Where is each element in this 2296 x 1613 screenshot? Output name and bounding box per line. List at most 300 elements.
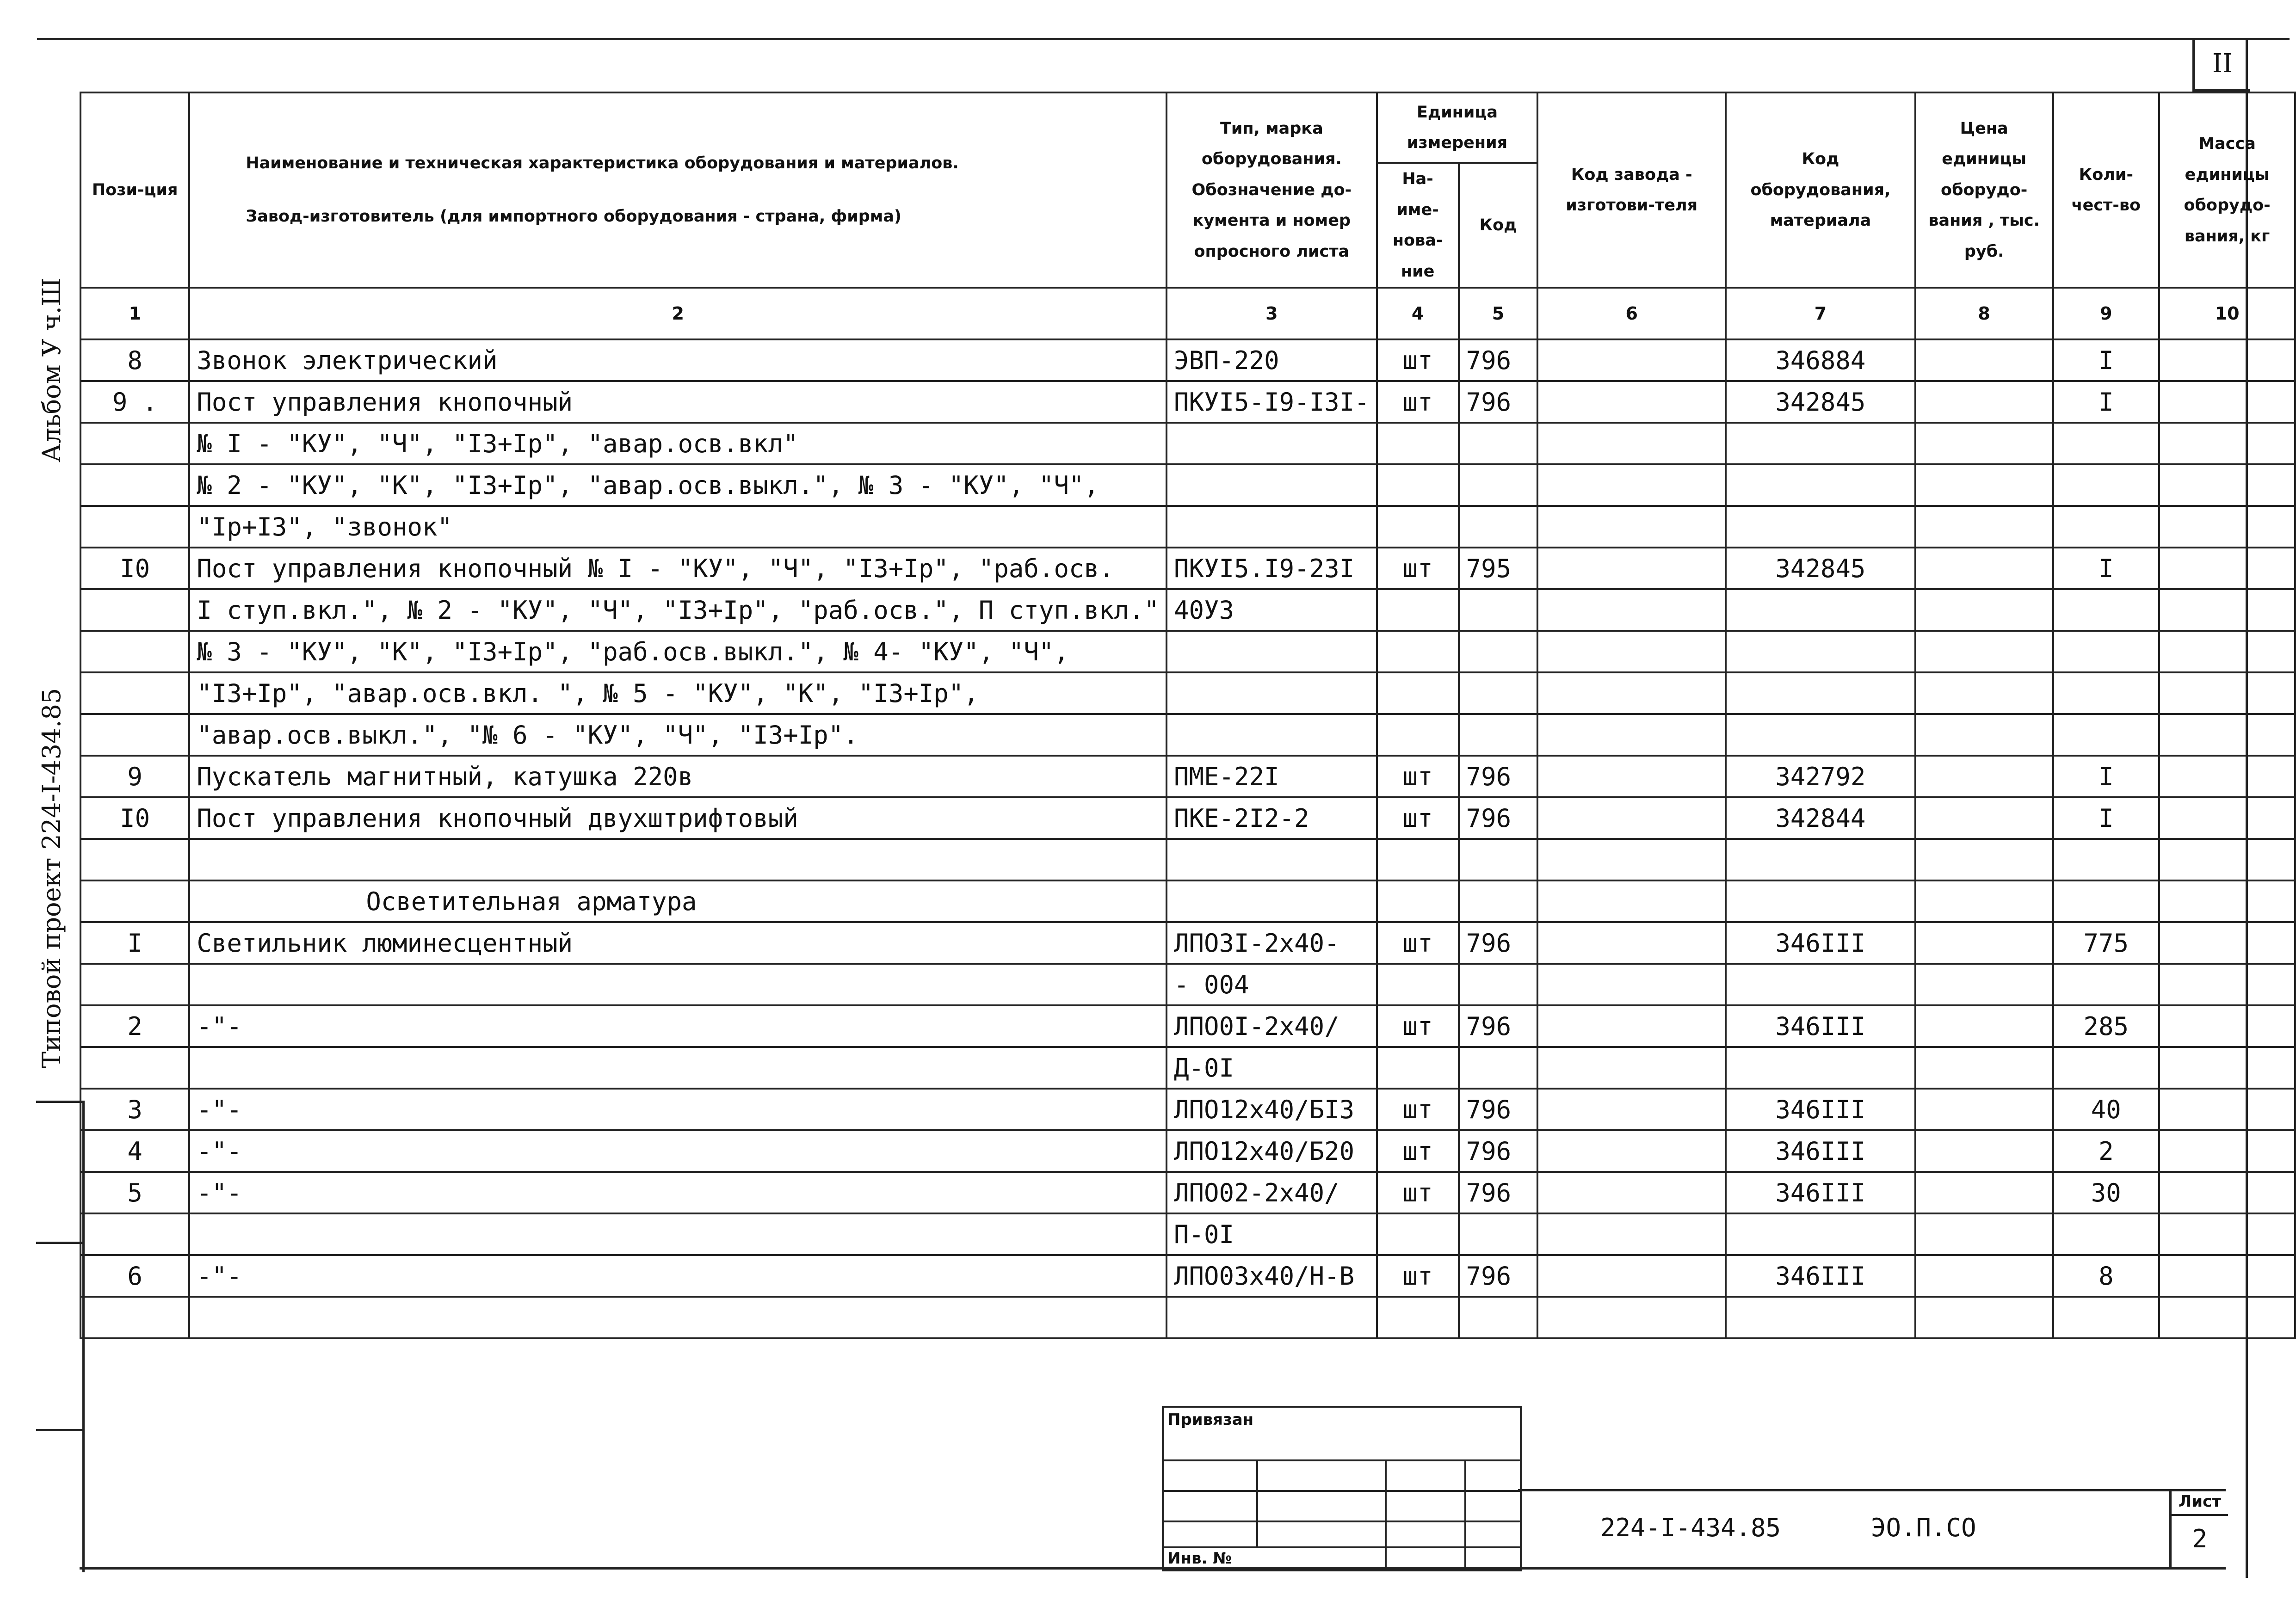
unit-code-cell: 796 — [1459, 1130, 1538, 1172]
page-corner-number: II — [2192, 38, 2250, 92]
price-cell — [1915, 1213, 2053, 1255]
header-factory-code: Код завода - изготови-теля — [1537, 92, 1726, 288]
unit-cell: шт — [1377, 339, 1459, 381]
unit-cell — [1377, 631, 1459, 672]
factory-code-cell — [1537, 1047, 1726, 1089]
unit-code-cell: 796 — [1459, 1005, 1538, 1047]
type-cell — [1167, 506, 1377, 548]
position-cell: I — [80, 922, 189, 964]
position-cell: 2 — [80, 1005, 189, 1047]
price-cell — [1915, 922, 2053, 964]
title-block-line — [1518, 1489, 2226, 1491]
factory-code-cell — [1537, 1297, 1726, 1338]
col-number: 4 — [1377, 288, 1459, 339]
price-cell — [1915, 381, 2053, 423]
name-cell: Пост управления кнопочный двухштрифтовый — [189, 797, 1167, 839]
price-cell — [1915, 1297, 2053, 1338]
factory-code-cell — [1537, 839, 1726, 880]
position-cell — [80, 631, 189, 672]
factory-code-cell — [1537, 1172, 1726, 1213]
price-cell — [1915, 880, 2053, 922]
type-cell — [1167, 672, 1377, 714]
unit-cell: шт — [1377, 548, 1459, 589]
table-row — [80, 339, 2295, 381]
equipment-code-cell — [1726, 880, 1915, 922]
unit-cell — [1377, 714, 1459, 756]
name-cell: "авар.осв.выкл.", "№ 6 - "КУ", "Ч", "I3+Iр". — [189, 714, 1167, 756]
factory-code-cell — [1537, 464, 1726, 506]
unit-code-cell: 796 — [1459, 797, 1538, 839]
equipment-code-cell — [1726, 631, 1915, 672]
type-cell — [1167, 714, 1377, 756]
table-row — [80, 381, 2295, 423]
type-cell: ЛПО02-2х40/ — [1167, 1172, 1377, 1213]
unit-code-cell — [1459, 964, 1538, 1005]
mass-cell — [2159, 423, 2295, 464]
position-cell: I0 — [80, 797, 189, 839]
factory-code-cell — [1537, 1213, 1726, 1255]
unit-cell — [1377, 589, 1459, 631]
price-cell — [1915, 714, 2053, 756]
unit-cell — [1377, 839, 1459, 880]
mass-cell — [2159, 797, 2295, 839]
stamp-line — [1164, 1459, 1520, 1461]
unit-code-cell — [1459, 1213, 1538, 1255]
mass-cell — [2159, 548, 2295, 589]
price-cell — [1915, 672, 2053, 714]
equipment-code-cell — [1726, 506, 1915, 548]
position-cell: 9 — [80, 756, 189, 797]
unit-cell: шт — [1377, 756, 1459, 797]
col-number: 2 — [189, 288, 1167, 339]
unit-code-cell — [1459, 506, 1538, 548]
name-cell — [189, 1047, 1167, 1089]
mass-cell — [2159, 631, 2295, 672]
table-row — [80, 548, 2295, 589]
factory-code-cell — [1537, 423, 1726, 464]
mass-cell — [2159, 506, 2295, 548]
header-name — [189, 92, 1167, 288]
quantity-cell: 285 — [2053, 1005, 2160, 1047]
quantity-cell — [2053, 1213, 2160, 1255]
position-cell — [80, 714, 189, 756]
factory-code-cell — [1537, 797, 1726, 839]
factory-code-cell — [1537, 964, 1726, 1005]
col-number: 3 — [1167, 288, 1377, 339]
sheet-box — [2169, 1489, 2228, 1567]
doc-code: 224-I-434.85 — [1600, 1513, 1781, 1542]
factory-code-cell — [1537, 756, 1726, 797]
type-cell: ЛПО12х40/Б20 — [1167, 1130, 1377, 1172]
unit-code-cell — [1459, 880, 1538, 922]
mass-cell — [2159, 922, 2295, 964]
price-cell — [1915, 1047, 2053, 1089]
equipment-code-cell: 346III — [1726, 1005, 1915, 1047]
equipment-code-cell: 342845 — [1726, 381, 1915, 423]
table-row — [80, 1089, 2295, 1130]
mass-cell — [2159, 756, 2295, 797]
table-row — [80, 589, 2295, 631]
header-name-line1: Наименование и техническая характеристика оборудования и материалов. — [246, 154, 959, 172]
col-number: 8 — [1915, 288, 2053, 339]
mass-cell — [2159, 339, 2295, 381]
section-row — [80, 880, 2295, 922]
factory-code-cell — [1537, 714, 1726, 756]
stamp-line — [1385, 1459, 1387, 1570]
price-cell — [1915, 339, 2053, 381]
equipment-code-cell — [1726, 714, 1915, 756]
price-cell — [1915, 589, 2053, 631]
price-cell — [1915, 1172, 2053, 1213]
table-row — [80, 672, 2295, 714]
unit-code-cell — [1459, 423, 1538, 464]
table-row — [80, 1047, 2295, 1089]
mass-cell — [2159, 589, 2295, 631]
quantity-cell: I — [2053, 381, 2160, 423]
factory-code-cell — [1537, 922, 1726, 964]
unit-cell: шт — [1377, 1130, 1459, 1172]
type-cell: ЛПО03х40/Н-В — [1167, 1255, 1377, 1297]
top-border-line — [37, 38, 2290, 40]
name-cell: № 3 - "КУ", "К", "I3+Iр", "раб.осв.выкл.", № 4- "КУ", "Ч", — [189, 631, 1167, 672]
table-row — [80, 464, 2295, 506]
sheet-label: Лист — [2172, 1489, 2228, 1516]
unit-cell — [1377, 1297, 1459, 1338]
unit-cell — [1377, 1047, 1459, 1089]
mass-cell — [2159, 964, 2295, 1005]
quantity-cell — [2053, 880, 2160, 922]
header-equipment-code: Код оборудования, материала — [1726, 92, 1915, 288]
quantity-cell: 40 — [2053, 1089, 2160, 1130]
quantity-cell: I — [2053, 339, 2160, 381]
equipment-code-cell: 346III — [1726, 1130, 1915, 1172]
table-row — [80, 1255, 2295, 1297]
name-cell — [189, 839, 1167, 880]
bottom-border-line — [80, 1567, 2226, 1570]
quantity-cell — [2053, 1047, 2160, 1089]
section-title: Осветительная арматура — [189, 880, 1167, 922]
unit-code-cell — [1459, 1047, 1538, 1089]
factory-code-cell — [1537, 1130, 1726, 1172]
quantity-cell — [2053, 1297, 2160, 1338]
header-position: Пози-ция — [80, 92, 189, 288]
equipment-code-cell: 342792 — [1726, 756, 1915, 797]
name-cell: -"- — [189, 1172, 1167, 1213]
quantity-cell — [2053, 506, 2160, 548]
equipment-code-cell: 346III — [1726, 922, 1915, 964]
position-cell: 5 — [80, 1172, 189, 1213]
price-cell — [1915, 631, 2053, 672]
header-name-line2: Завод-изготовитель (для импортного оборудования - страна, фирма) — [246, 207, 902, 226]
col-number: 7 — [1726, 288, 1915, 339]
table-row — [80, 756, 2295, 797]
type-cell: ЛПО0I-2х40/ — [1167, 1005, 1377, 1047]
unit-cell: шт — [1377, 797, 1459, 839]
factory-code-cell — [1537, 1005, 1726, 1047]
table-row — [80, 1213, 2295, 1255]
stamp-line — [1256, 1459, 1258, 1546]
unit-cell: шт — [1377, 922, 1459, 964]
table-row — [80, 631, 2295, 672]
header-quantity: Коли-чест-во — [2053, 92, 2160, 288]
unit-cell: шт — [1377, 1089, 1459, 1130]
type-cell: ПКЕ-2I2-2 — [1167, 797, 1377, 839]
name-cell: № I - "КУ", "Ч", "I3+Iр", "авар.осв.вкл" — [189, 423, 1167, 464]
table-row — [80, 1130, 2295, 1172]
name-cell: Звонок электрический — [189, 339, 1167, 381]
price-cell — [1915, 548, 2053, 589]
mass-cell — [2159, 839, 2295, 880]
stamp-cell — [36, 1242, 82, 1429]
type-cell: ПКУI5.I9-23I — [1167, 548, 1377, 589]
type-cell — [1167, 631, 1377, 672]
col-number: 9 — [2053, 288, 2160, 339]
mass-cell — [2159, 672, 2295, 714]
table-row — [80, 839, 2295, 880]
table-row — [80, 1297, 2295, 1338]
column-number-row — [80, 288, 2295, 339]
unit-code-cell: 796 — [1459, 756, 1538, 797]
unit-cell: шт — [1377, 1255, 1459, 1297]
stamp-cell — [36, 1429, 82, 1575]
mass-cell — [2159, 1255, 2295, 1297]
table-body — [80, 339, 2295, 1338]
factory-code-cell — [1537, 631, 1726, 672]
type-cell — [1167, 464, 1377, 506]
position-cell: 9 . — [80, 381, 189, 423]
quantity-cell: 775 — [2053, 922, 2160, 964]
unit-code-cell — [1459, 464, 1538, 506]
name-cell: "I3+Iр", "авар.осв.вкл. ", № 5 - "КУ", "К", "I3+Iр", — [189, 672, 1167, 714]
sheet-number: 2 — [2192, 1524, 2208, 1553]
unit-code-cell — [1459, 631, 1538, 672]
type-cell: П-0I — [1167, 1213, 1377, 1255]
quantity-cell — [2053, 423, 2160, 464]
unit-cell — [1377, 964, 1459, 1005]
position-cell: 6 — [80, 1255, 189, 1297]
type-cell — [1167, 880, 1377, 922]
unit-code-cell: 795 — [1459, 548, 1538, 589]
price-cell — [1915, 464, 2053, 506]
header-mass: Масса единицы оборудо-вания, кг — [2159, 92, 2295, 288]
unit-cell — [1377, 1213, 1459, 1255]
mass-cell — [2159, 880, 2295, 922]
stamp-line — [1164, 1490, 1520, 1492]
doc-mark: ЭО.П.СО — [1871, 1513, 1976, 1542]
side-title-album: Альбом У ч.Ш — [37, 277, 66, 462]
unit-code-cell: 796 — [1459, 1089, 1538, 1130]
inv-label: Инв. № — [1167, 1549, 1232, 1568]
stamp-line — [1164, 1546, 1520, 1548]
binding-stamp — [1162, 1406, 1522, 1571]
name-cell — [189, 1213, 1167, 1255]
header-price: Цена единицы оборудо-вания , тыс. руб. — [1915, 92, 2053, 288]
position-cell: I0 — [80, 548, 189, 589]
unit-code-cell: 796 — [1459, 1255, 1538, 1297]
mass-cell — [2159, 1172, 2295, 1213]
factory-code-cell — [1537, 548, 1726, 589]
unit-code-cell: 796 — [1459, 922, 1538, 964]
table-row — [80, 714, 2295, 756]
quantity-cell — [2053, 964, 2160, 1005]
quantity-cell — [2053, 714, 2160, 756]
header-unit-name: На-име-нова-ние — [1377, 163, 1459, 288]
table-row — [80, 797, 2295, 839]
mass-cell — [2159, 1089, 2295, 1130]
equipment-code-cell — [1726, 1047, 1915, 1089]
unit-code-cell — [1459, 672, 1538, 714]
position-cell — [80, 880, 189, 922]
position-cell — [80, 464, 189, 506]
name-cell: Пост управления кнопочный — [189, 381, 1167, 423]
quantity-cell — [2053, 589, 2160, 631]
unit-cell: шт — [1377, 1172, 1459, 1213]
unit-code-cell — [1459, 839, 1538, 880]
mass-cell — [2159, 1130, 2295, 1172]
unit-code-cell: 796 — [1459, 1172, 1538, 1213]
unit-cell — [1377, 672, 1459, 714]
type-cell: ЛПО12х40/БI3 — [1167, 1089, 1377, 1130]
header-type: Тип, марка оборудования. Обозначение до-кумента и номер опросного листа — [1167, 92, 1377, 288]
quantity-cell: 2 — [2053, 1130, 2160, 1172]
unit-cell — [1377, 506, 1459, 548]
price-cell — [1915, 1255, 2053, 1297]
equipment-code-cell — [1726, 672, 1915, 714]
header-unit-code: Код — [1459, 163, 1538, 288]
type-cell: ЭВП-220 — [1167, 339, 1377, 381]
unit-code-cell — [1459, 589, 1538, 631]
factory-code-cell — [1537, 339, 1726, 381]
name-cell — [189, 1297, 1167, 1338]
equipment-code-cell: 346III — [1726, 1089, 1915, 1130]
type-cell: - 004 — [1167, 964, 1377, 1005]
price-cell — [1915, 1089, 2053, 1130]
equipment-code-cell: 346III — [1726, 1172, 1915, 1213]
header-unit-group: Единица измерения — [1377, 92, 1538, 163]
mass-cell — [2159, 714, 2295, 756]
col-number: 6 — [1537, 288, 1726, 339]
type-cell — [1167, 839, 1377, 880]
price-cell — [1915, 506, 2053, 548]
unit-code-cell: 796 — [1459, 381, 1538, 423]
name-cell: -"- — [189, 1005, 1167, 1047]
price-cell — [1915, 839, 2053, 880]
equipment-code-cell — [1726, 423, 1915, 464]
equipment-code-cell — [1726, 1297, 1915, 1338]
type-cell: ПКУI5-I9-I3I- — [1167, 381, 1377, 423]
unit-cell: шт — [1377, 381, 1459, 423]
unit-cell — [1377, 464, 1459, 506]
unit-cell — [1377, 880, 1459, 922]
bound-label: Привязан — [1167, 1410, 1254, 1429]
left-stamp-columns — [36, 1101, 85, 1572]
mass-cell — [2159, 1213, 2295, 1255]
equipment-code-cell — [1726, 964, 1915, 1005]
factory-code-cell — [1537, 1089, 1726, 1130]
quantity-cell — [2053, 839, 2160, 880]
price-cell — [1915, 756, 2053, 797]
name-cell: Пускатель магнитный, катушка 220в — [189, 756, 1167, 797]
equipment-code-cell: 346884 — [1726, 339, 1915, 381]
unit-code-cell — [1459, 714, 1538, 756]
name-cell: Пост управления кнопочный № I - "КУ", "Ч", "I3+Iр", "раб.осв. — [189, 548, 1167, 589]
equipment-code-cell: 342845 — [1726, 548, 1915, 589]
mass-cell — [2159, 381, 2295, 423]
col-number: 10 — [2159, 288, 2295, 339]
unit-code-cell: 796 — [1459, 339, 1538, 381]
quantity-cell: 8 — [2053, 1255, 2160, 1297]
quantity-cell: I — [2053, 548, 2160, 589]
name-cell: -"- — [189, 1255, 1167, 1297]
name-cell: Светильник люминесцентный — [189, 922, 1167, 964]
equipment-code-cell — [1726, 839, 1915, 880]
position-cell: 4 — [80, 1130, 189, 1172]
col-number: 1 — [80, 288, 189, 339]
type-cell: Д-0I — [1167, 1047, 1377, 1089]
name-cell: I ступ.вкл.", № 2 - "КУ", "Ч", "I3+Iр", "раб.осв.", П ступ.вкл." — [189, 589, 1167, 631]
mass-cell — [2159, 1005, 2295, 1047]
position-cell — [80, 672, 189, 714]
mass-cell — [2159, 464, 2295, 506]
factory-code-cell — [1537, 381, 1726, 423]
quantity-cell: 30 — [2053, 1172, 2160, 1213]
unit-cell — [1377, 423, 1459, 464]
equipment-code-cell: 342844 — [1726, 797, 1915, 839]
position-cell — [80, 839, 189, 880]
position-cell — [80, 589, 189, 631]
equipment-code-cell — [1726, 1213, 1915, 1255]
position-cell — [80, 1047, 189, 1089]
specification-table — [80, 92, 2296, 1339]
name-cell: -"- — [189, 1130, 1167, 1172]
quantity-cell — [2053, 631, 2160, 672]
factory-code-cell — [1537, 880, 1726, 922]
quantity-cell — [2053, 672, 2160, 714]
name-cell: -"- — [189, 1089, 1167, 1130]
quantity-cell: I — [2053, 756, 2160, 797]
factory-code-cell — [1537, 589, 1726, 631]
table-row — [80, 964, 2295, 1005]
quantity-cell: I — [2053, 797, 2160, 839]
position-cell: 3 — [80, 1089, 189, 1130]
type-cell: ЛПО3I-2х40- — [1167, 922, 1377, 964]
position-cell — [80, 1213, 189, 1255]
quantity-cell — [2053, 464, 2160, 506]
position-cell — [80, 1297, 189, 1338]
position-cell — [80, 506, 189, 548]
stamp-line — [1164, 1521, 1520, 1522]
position-cell: 8 — [80, 339, 189, 381]
price-cell — [1915, 797, 2053, 839]
position-cell — [80, 964, 189, 1005]
price-cell — [1915, 1005, 2053, 1047]
unit-cell: шт — [1377, 1005, 1459, 1047]
type-cell: 40УЗ — [1167, 589, 1377, 631]
table-row — [80, 1005, 2295, 1047]
table-row — [80, 1172, 2295, 1213]
type-cell — [1167, 423, 1377, 464]
price-cell — [1915, 964, 2053, 1005]
stamp-line — [1464, 1459, 1466, 1570]
price-cell — [1915, 1130, 2053, 1172]
equipment-code-cell — [1726, 589, 1915, 631]
unit-code-cell — [1459, 1297, 1538, 1338]
position-cell — [80, 423, 189, 464]
side-title-project: Типовой проект 224-I-434.85 — [37, 688, 66, 1068]
col-number: 5 — [1459, 288, 1538, 339]
type-cell — [1167, 1297, 1377, 1338]
stamp-cell — [36, 1101, 82, 1242]
